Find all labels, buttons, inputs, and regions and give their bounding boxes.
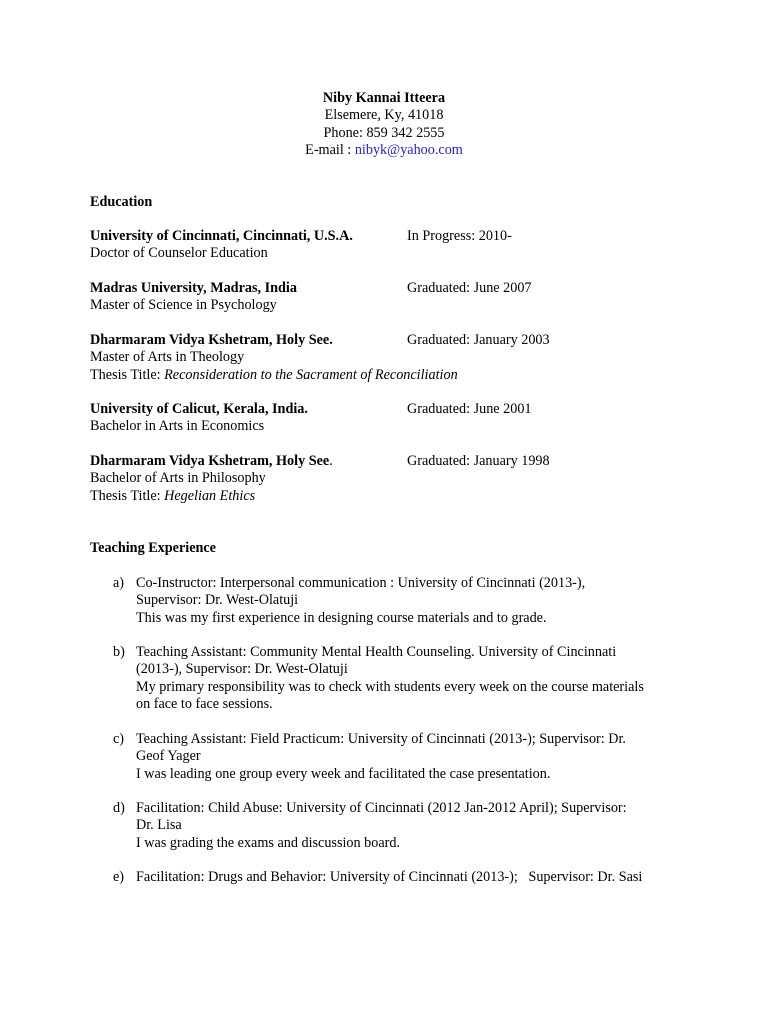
institution: Madras University, Madras, India xyxy=(90,280,297,296)
institution: University of Cincinnati, Cincinnati, U.S.A. xyxy=(90,228,353,244)
item-line: (2013-), Supervisor: Dr. West-Olatuji xyxy=(136,661,348,678)
list-item xyxy=(114,644,684,714)
email-line xyxy=(0,142,768,159)
list-marker: a) xyxy=(113,575,125,591)
list-item xyxy=(114,800,684,852)
phone: Phone: 859 342 2555 xyxy=(323,124,445,141)
item-line: Dr. Lisa xyxy=(136,817,182,834)
item-line: I was grading the exams and discussion board. xyxy=(136,834,400,851)
education-entry xyxy=(90,401,690,436)
item-line: My primary responsibility was to check with students every week on the course materials xyxy=(136,678,644,695)
list-marker: b) xyxy=(113,644,125,660)
degree: Doctor of Counselor Education xyxy=(90,245,268,262)
item-line: Facilitation: Child Abuse: University of Cincinnati (2012 Jan-2012 April); Supervisor: xyxy=(136,800,627,816)
education-date: Graduated: January 2003 xyxy=(407,332,550,348)
education-entry xyxy=(90,453,690,505)
thesis-title: Hegelian Ethics xyxy=(164,487,256,504)
education-date: Graduated: June 2007 xyxy=(407,280,532,296)
item-line: Co-Instructor: Interpersonal communication : University of Cincinnati (2013-), xyxy=(136,575,586,591)
list-marker: e) xyxy=(113,869,125,885)
education-entry xyxy=(90,228,690,263)
list-item xyxy=(114,731,684,783)
item-line: Supervisor: Dr. West-Olatuji xyxy=(136,592,299,609)
item-line: Teaching Assistant: Community Mental Health Counseling. University of Cincinnati xyxy=(136,644,617,660)
degree: Bachelor in Arts in Economics xyxy=(90,418,265,435)
item-line: This was my first experience in designing course materials and to grade. xyxy=(136,609,547,626)
item-line: Facilitation: Drugs and Behavior: University of Cincinnati (2013-); Supervisor: Dr. Sasi xyxy=(136,869,643,885)
thesis-line xyxy=(90,367,690,384)
item-line: Teaching Assistant: Field Practicum: University of Cincinnati (2013-); Supervisor: Dr. xyxy=(136,731,626,747)
institution: University of Calicut, Kerala, India. xyxy=(90,401,308,417)
person-name: Niby Kannai Itteera xyxy=(322,90,446,106)
institution-suffix: . xyxy=(329,453,333,469)
item-line: on face to face sessions. xyxy=(136,696,273,713)
degree: Master of Arts in Theology xyxy=(90,349,245,366)
education-date: Graduated: January 1998 xyxy=(407,453,550,469)
teaching-heading: Teaching Experience xyxy=(90,540,216,556)
institution: Dharmaram Vidya Kshetram, Holy See xyxy=(90,453,330,469)
thesis-label: Thesis Title: xyxy=(90,487,165,504)
institution: Dharmaram Vidya Kshetram, Holy See. xyxy=(90,332,333,348)
education-entry xyxy=(90,280,690,315)
thesis-label: Thesis Title: xyxy=(90,366,165,383)
list-item xyxy=(114,869,684,886)
item-line: I was leading one group every week and facilitated the case presentation. xyxy=(136,765,551,782)
contact-header xyxy=(0,90,768,160)
email-link[interactable]: nibyk@yahoo.com xyxy=(354,142,463,159)
education-entry xyxy=(90,332,690,384)
thesis-title: Reconsideration to the Sacrament of Reconciliation xyxy=(164,366,458,383)
address: Elsemere, Ky, 41018 xyxy=(324,107,444,124)
thesis-line xyxy=(90,488,690,505)
degree: Bachelor of Arts in Philosophy xyxy=(90,470,266,487)
education-date: In Progress: 2010- xyxy=(407,228,512,244)
list-marker: c) xyxy=(113,731,125,747)
list-marker: d) xyxy=(113,800,125,816)
email-label: E-mail : xyxy=(305,142,355,159)
list-item xyxy=(114,575,684,627)
item-line: Geof Yager xyxy=(136,748,201,765)
education-heading: Education xyxy=(90,194,153,210)
education-date: Graduated: June 2001 xyxy=(407,401,532,417)
degree: Master of Science in Psychology xyxy=(90,297,277,314)
